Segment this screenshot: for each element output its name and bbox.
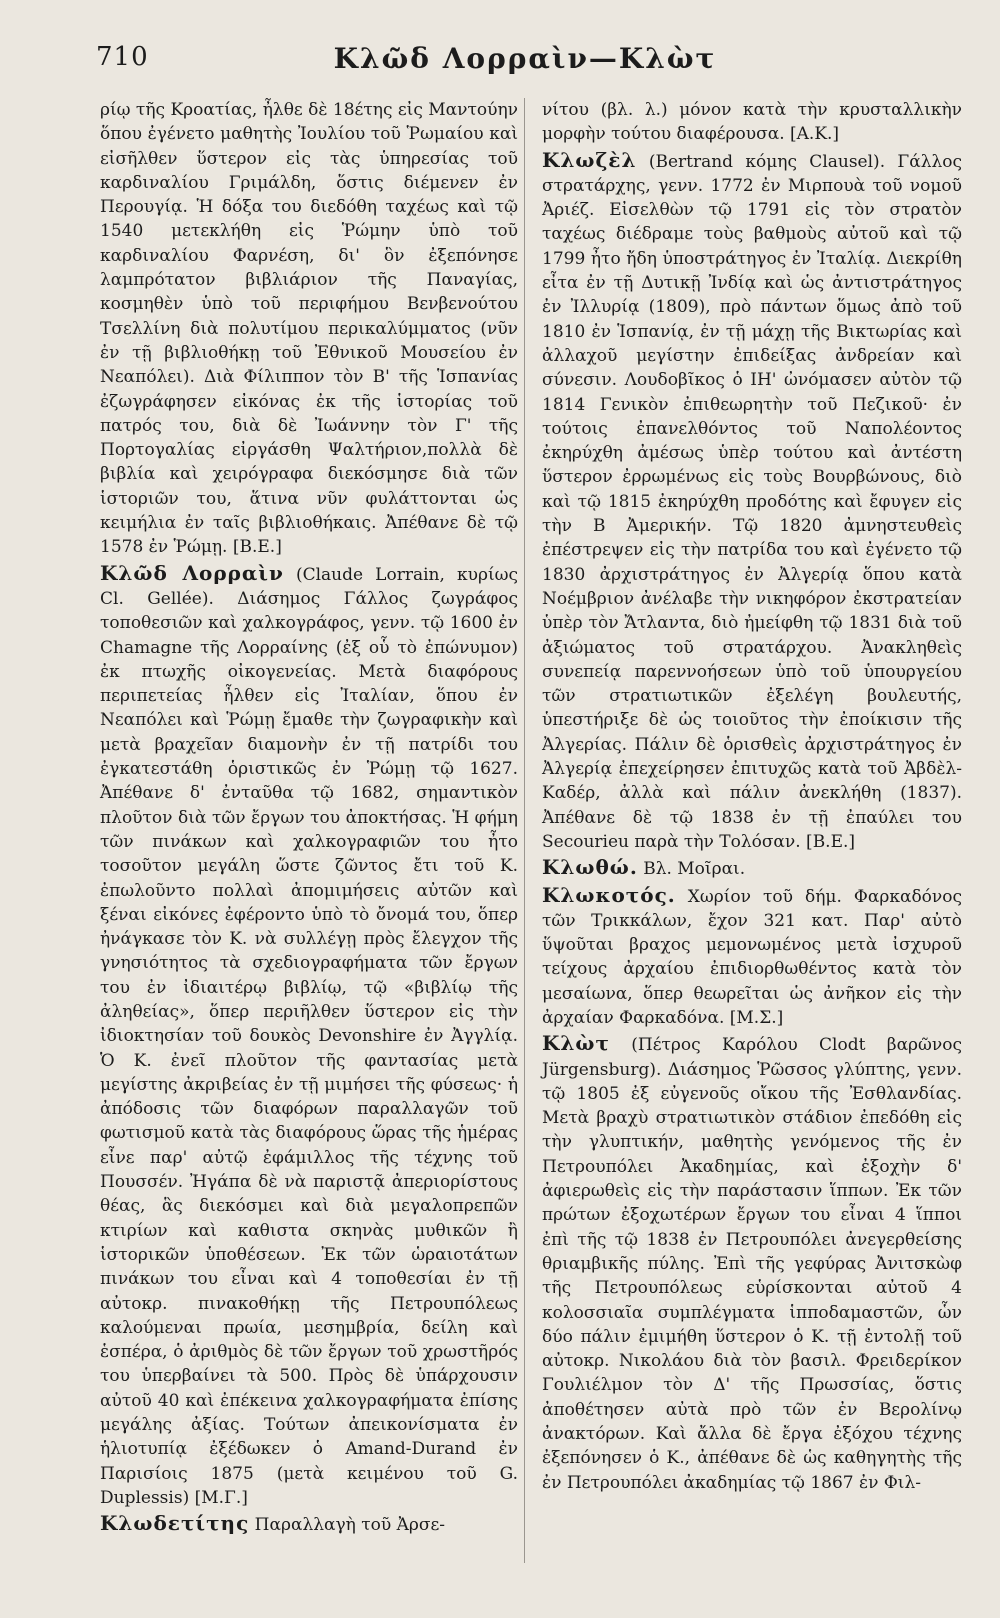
entry-text: Παραλλαγὴ τοῦ Ἀρσε- bbox=[254, 1515, 446, 1536]
entry-claude-lorrain bbox=[100, 561, 518, 1511]
entry-headword: Κλωθώ. bbox=[542, 855, 638, 880]
page-number: 710 bbox=[96, 42, 149, 72]
entry-headword: Κλωκοτός. bbox=[542, 882, 676, 907]
entry-clausel bbox=[542, 148, 962, 855]
entry-continuation bbox=[100, 98, 518, 560]
entry-klodetitis bbox=[100, 1511, 518, 1537]
entry-headword: Κλῶδ Λορραὶν bbox=[100, 560, 284, 585]
entry-headword: Κλὼτ bbox=[542, 1031, 610, 1056]
entry-klotho bbox=[542, 855, 962, 881]
entry-text: Χωρίον τοῦ δήμ. Φαρκαδόνος τῶν Τρικκάλων, ἔχον 321 κατ. Παρ' αὐτὸ ὕψοῦται βραχος μεμονωμένος μετὰ ἰσχυροῦ τείχους ἀρχαίου ἐπιδιορθωθέντος κατὰ τὸν μεσαίωνα, ὅπερ θεωρεῖται ὡς ἀνῆκον εἰς τὴν ἀρχαίαν Φαρκαδόνα. [Μ.Σ.] bbox=[542, 886, 963, 1028]
running-head: Κλῶδ Λορραὶν—Κλὼτ bbox=[333, 42, 717, 75]
entry-continuation bbox=[542, 98, 962, 147]
entry-headword: Κλωδετίτης bbox=[100, 1511, 250, 1536]
entry-text: (Bertrand κόμης Clausel). Γάλλος στρατάρχης, γενν. 1772 ἐν Μιρπουὰ τοῦ νομοῦ Ἀριέζ. Εἰσελθὼν τῷ 1791 εἰς τὸν στρατὸν ταχέως διέδραμε τοὺς βαθμοὺς αὐτοῦ καὶ τῷ 1799 ἦτο ἤδη ὑποστράτηγος ἐν Ἰταλίᾳ. Διεκρίθη εἶτα ἐν τῇ Δυτικῇ Ἰνδίᾳ καὶ ὡς ἀντιστράτηγος ἐν Ἰλλυρίᾳ (1809), πρὸ πάντων ὅμως ἀπὸ τοῦ 1810 ἐν Ἱσπανίᾳ, ἐν τῇ μάχῃ τῆς Βικτωρίας καὶ ἀλλαχοῦ μεγίστην ἐπιδείξας ἀνδρείαν καὶ σύνεσιν. Λουδοβῖκος ὁ ΙΗ' ὠνόμασεν αὐτὸν τῷ 1814 Γενικὸν ἐπιθεωρητὴν τοῦ Πεζικοῦ· ἐν τούτοις ἐπανελθόντος τοῦ Ναπολέοντος ἐκηρύχθη ἀμέσως ὑπὲρ τούτου καὶ ἀντέστη ὕστερον ἐρρωμένως εἰς τοὺς Βουρβώνους, διὸ καὶ τῷ 1815 ἐκηρύχθη προδότης καὶ ἔφυγεν εἰς τὴν Β Ἀμερικήν. Τῷ 1820 ἀμνηστευθεὶς ἐπέστρεψεν εἰς τὴν πατρίδα του καὶ ἐγένετο τῷ 1830 ἀρχιστράτηγος ἐν Ἀλγερίᾳ ὅπου κατὰ Νοέμβριον ἀνέλαβε τὴν νικηφόρον ἐκστρατείαν ὑπὲρ τὸν Ἄτλαντα, διὸ ἠμείφθη τῷ 1831 διὰ τοῦ ἀξιώματος τοῦ στρατάρχου. Ἀνακληθεὶς συνεπείᾳ παρεννοήσεων ὑπὸ τοῦ ὑπουργείου τῶν στρατιωτικῶν ἐξελέγη βουλευτής, ὑπεστήριξε δὲ ὡς τοιοῦτος τὴν ἐποίκισιν τῆς Ἀλγερίας. Πάλιν δὲ ὁρισθεὶς ἀρχιστράτηγος ἐν Ἀλγερίᾳ ἐπεχείρησεν ἐπιτυχῶς κατὰ τοῦ Ἀβδὲλ-Καδέρ, ἀλλὰ καὶ πάλιν ἀνεκλήθη (1837). Ἀπέθανε δὲ τῷ 1838 ἐν τῇ ἐπαύλει του Secourieu παρὰ τὴν Τολόσαν. [Β.Ε.] bbox=[542, 151, 962, 852]
left-column bbox=[100, 98, 518, 1539]
entry-klot bbox=[542, 1031, 962, 1495]
page-header bbox=[90, 42, 960, 82]
entry-text: νίτου (βλ. λ.) μόνον κατὰ τὴν κρυσταλλικὴν μορφὴν τούτου διαφέρουσα. [Α.Κ.] bbox=[542, 100, 962, 145]
right-column bbox=[542, 98, 962, 1496]
entry-text: ρίῳ τῆς Κροατίας, ἦλθε δὲ 18έτης εἰς Μαντούην ὅπου ἐγένετο μαθητὴς Ἰουλίου τοῦ Ῥωμαίου καὶ εἰσῆλθεν ὕστερον εἰς τὰς ὑπηρεσίας τοῦ καρδιναλίου Γριμάλδη, ὅστις διέμενεν ἐν Περουγίᾳ. Ἡ δόξα του διεδόθη ταχέως καὶ τῷ 1540 μετεκλήθη εἰς Ῥώμην ὑπὸ τοῦ καρδιναλίου Φαρνέση, δι' ὃν ἐξεπόνησε λαμπρότατον βιβλιάριον τῆς Παναγίας, κοσμηθὲν ὑπὸ τοῦ περιφήμου Βενβενούτου Τσελλίνη διὰ πολυτίμου περικαλύμματος (νῦν ἐν τῇ βιβλιοθήκῃ τοῦ Ἐθνικοῦ Μουσείου ἐν Νεαπόλει). Διὰ Φίλιππον τὸν Β' τῆς Ἱσπανίας ἐζωγράφησεν εἰκόνας ἐκ τῆς ἱστορίας τοῦ πατρός του, διὰ δὲ Ἰωάννην τὸν Γ' τῆς Πορτογαλίας εἰργάσθη Ψαλτήριον,πολλὰ δὲ βιβλία καὶ χειρόγραφα διεκόσμησε διὰ τῶν ἱστοριῶν του, ἅτινα νῦν φυλάττονται ὡς κειμήλια ἐν ταῖς βιβλιοθήκαις. Ἀπέθανε δὲ τῷ 1578 ἐν Ῥώμῃ. [Β.Ε.] bbox=[100, 100, 518, 558]
entry-text: (Claude Lorrain, κυρίως Cl. Gellée). Διάσημος Γάλλος ζωγράφος τοποθεσιῶν καὶ χαλκογράφος, γενν. τῷ 1600 ἐν Chamagne τῆς Λορραίνης (ἐξ οὗ τὸ ἐπώνυμον) ἐκ πτωχῆς οἰκογενείας. Μετὰ διαφόρους περιπετείας ἦλθεν εἰς Ἰταλίαν, ὅπου ἐν Νεαπόλει καὶ Ῥώμῃ ἔμαθε τὴν ζωγραφικὴν καὶ μετὰ βραχεῖαν διαμονὴν ἐν τῇ πατρίδι του ἐγκατεστάθη ὁριστικῶς ἐν Ῥώμῃ τῷ 1627. Ἀπέθανε δ' ἐνταῦθα τῷ 1682, σημαντικὸν πλοῦτον διὰ τῶν ἔργων του ἀποκτήσας. Ἡ φήμη τῶν πινάκων καὶ χαλκογραφιῶν του ἦτο τοσοῦτον μεγάλη ὥστε ζῶντος ἔτι τοῦ Κ. ἐπωλοῦντο πολλαὶ ἀπομιμήσεις αὐτῶν καὶ ξέναι εἰκόνες ἐφέροντο ὑπὸ τὸ ὄνομά του, ὅπερ ἠνάγκασε τὸν Κ. νὰ συλλέγῃ πρὸς ἔλεγχον τῆς γνησιότητος τὰ σχεδιογραφήματα τῶν ἔργων του ἐν ἰδιαιτέρῳ βιβλίῳ, τῷ «βιβλίῳ τῆς ἀληθείας», ὅπερ περιῆλθεν ὕστερον εἰς τὴν ἰδιοκτησίαν τοῦ δουκὸς Devonshire ἐν Ἀγγλίᾳ. Ὁ Κ. ἐνεῖ πλοῦτον τῆς φαντασίας μετὰ μεγίστης ἀκριβείας ἐν τῇ μιμήσει τῆς φύσεως· ἡ ἀπόδοσις τῶν διαφόρων παραλλαγῶν τοῦ φωτισμοῦ κατὰ τὰς διαφόρους ὥρας τῆς ἡμέρας εἶνε παρ' αὐτῷ ἐφάμιλλος τῆς τέχνης τοῦ Πουσσέν. Ἠγάπα δὲ νὰ παριστᾷ ἀπεριορίστους θέας, ἃς διεκόσμει καὶ διὰ μεγαλοπρεπῶν κτιρίων καὶ καθιστα σκηνὰς μυθικῶν ἢ ἱστορικῶν ὑποθέσεων. Ἐκ τῶν ὡραιοτάτων πινάκων του εἶναι καὶ 4 τοποθεσίαι ἐν τῇ αὐτοκρ. πινακοθήκῃ τῆς Πετρουπόλεως καλούμεναι πρωία, μεσημβρία, δείλη καὶ ἑσπέρα, ὁ ἀριθμὸς δὲ τῶν ἔργων τοῦ χρωστῆρός του ὑπερβαίνει τὰ 500. Πρὸς δὲ ὑπάρχουσιν αὐτοῦ 40 καὶ ἐπέκεινα χαλκογραφήματα ἐπίσης μεγάλης ἀξίας. Τούτων ἀπεικονίσματα ἐν ἡλιοτυπίᾳ ἐξέδωκεν ὁ Amand-Durand ἐν Παρισίοις 1875 (μετὰ κειμένου τοῦ G. Duplessis) [Μ.Γ.] bbox=[100, 564, 518, 1508]
entry-text: (Πέτρος Καρόλου Clodt βαρῶνος Jürgensburg). Διάσημος Ῥῶσσος γλύπτης, γενν. τῷ 1805 ἐξ εὐγενοῦς οἴκου τῆς Ἐσθλανδίας. Μετὰ βραχὺ στρατιωτικὸν στάδιον ἐπεδόθη εἰς τὴν γλυπτικήν, μαθητὴς γενόμενος τῆς ἐν Πετρουπόλει Ἀκαδημίας, καὶ ἐξοχὴν δ' ἀφιερωθεὶς εἰς τὴν παράστασιν ἵππων. Ἐκ τῶν πρώτων ἐξοχωτέρων ἔργων του εἶναι 4 ἵπποι ἐπὶ τῆς τῷ 1838 ἐν Πετρουπόλει ἀνεγερθείσης θριαμβικῆς πύλης. Ἐπὶ τῆς γεφύρας Ἀνιτσκὼφ τῆς Πετρουπόλεως εὑρίσκονται αὐτοῦ 4 κολοσσιαῖα συμπλέγματα ἱπποδαμαστῶν, ὧν δύο πάλιν ἐμιμήθη ὕστερον ὁ Κ. τῇ ἐντολῇ τοῦ αὐτοκρ. Νικολάου διὰ τὸν βασιλ. Φρειδερίκον Γουλιέλμον τὸν Δ' τῆς Πρωσσίας, ὅστις ἀποθέτησεν αὐτὰ πρὸ τῶν ἐν Βερολίνῳ ἀνακτόρων. Καὶ ἄλλα δὲ ἔργα ἐξόχου τέχνης ἐξεπόνησεν ὁ Κ., ἀπέθανε δὲ ὡς καθηγητὴς τῆς ἐν Πετρουπόλει ἀκαδημίας τῷ 1867 ἐν Φιλ- bbox=[542, 1035, 962, 1493]
column-divider bbox=[524, 98, 525, 1563]
entry-text: Βλ. Μοῖραι. bbox=[643, 859, 746, 880]
entry-headword: Κλωζὲλ bbox=[542, 147, 637, 172]
entry-klokotos bbox=[542, 883, 962, 1031]
